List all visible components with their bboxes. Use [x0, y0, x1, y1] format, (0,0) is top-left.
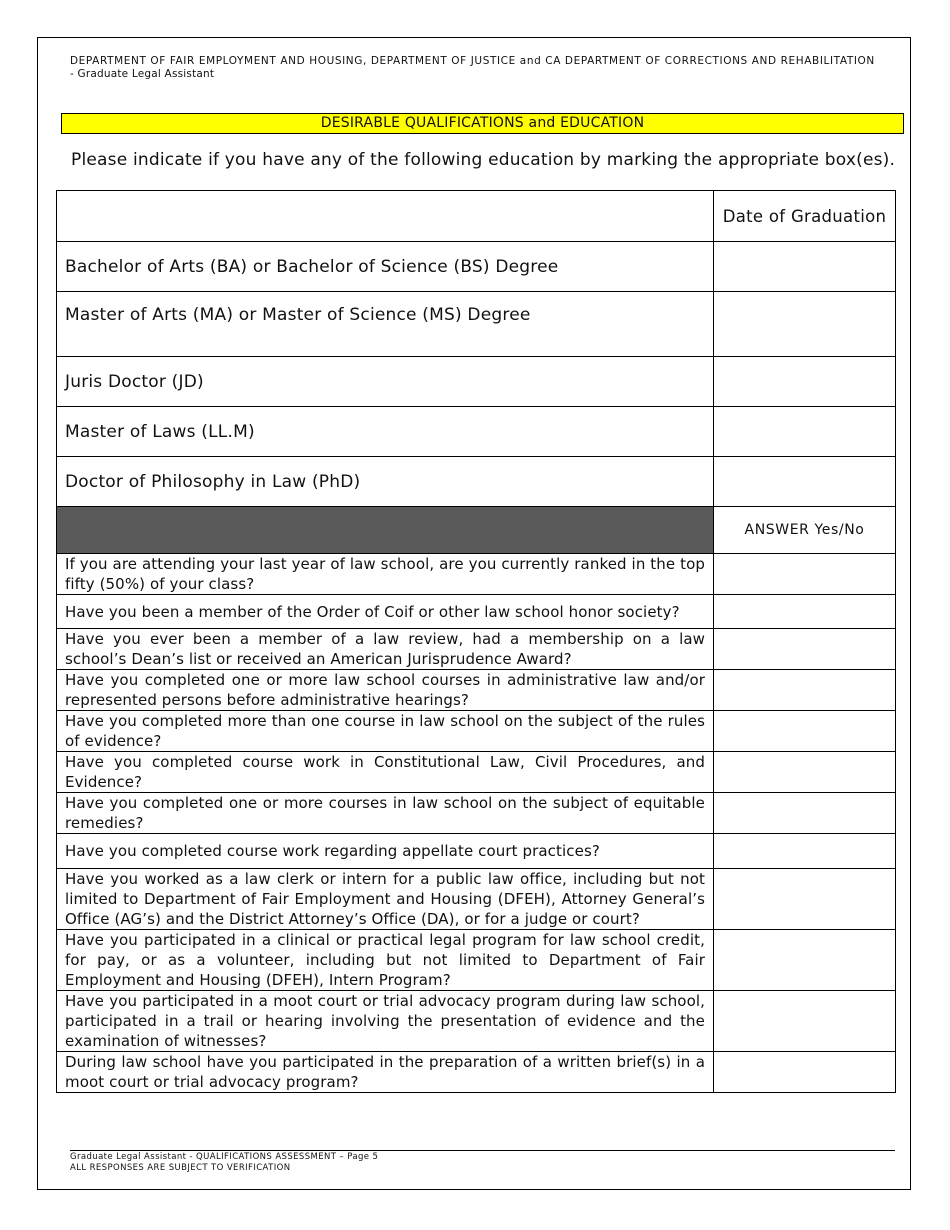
education-label: Juris Doctor (JD): [57, 357, 714, 407]
graduation-date-field[interactable]: [714, 457, 896, 507]
answer-field[interactable]: [714, 595, 896, 629]
question-text: Have you been a member of the Order of Coif or other law school honor society?: [57, 595, 714, 629]
question-row: [57, 793, 896, 834]
answer-field[interactable]: [714, 1052, 896, 1093]
question-text: Have you completed more than one course in law school on the subject of the rules of evidence?: [57, 711, 714, 752]
questions-header-row: [57, 507, 896, 554]
answer-field[interactable]: [714, 869, 896, 930]
education-header-blank: [57, 191, 714, 242]
question-text: Have you ever been a member of a law review, had a membership on a law school’s Dean’s list or received an American Jurisprudence Award?: [57, 629, 714, 670]
questions-header-shaded: [57, 507, 714, 554]
answer-field[interactable]: [714, 834, 896, 869]
education-row-llm: [57, 407, 896, 457]
education-header-row: [57, 191, 896, 242]
answer-yes-no-header: ANSWER Yes/No: [714, 507, 896, 554]
instructions-text: Please indicate if you have any of the following education by marking the appropriate box(es).: [71, 150, 896, 170]
question-row: [57, 752, 896, 793]
question-row: [57, 595, 896, 629]
question-text: Have you completed course work regarding appellate court practices?: [57, 834, 714, 869]
page-footer: [70, 1152, 378, 1174]
question-text: Have you participated in a moot court or trial advocacy program during law school, participated in a trail or hearing involving the presentation of evidence and the examination of witnesses?: [57, 991, 714, 1052]
qualifications-table: [56, 190, 896, 1093]
answer-field[interactable]: [714, 554, 896, 595]
header-departments: DEPARTMENT OF FAIR EMPLOYMENT AND HOUSING, DEPARTMENT OF JUSTICE and CA DEPARTMENT OF CORRECTIONS AND REHABILITATION: [70, 55, 875, 67]
question-text: During law school have you participated in the preparation of a written brief(s) in a moot court or trial advocacy program?: [57, 1052, 714, 1093]
question-row: [57, 554, 896, 595]
question-row: [57, 834, 896, 869]
footer-page-label: Graduate Legal Assistant - QUALIFICATIONS ASSESSMENT – Page 5: [70, 1152, 379, 1162]
answer-field[interactable]: [714, 793, 896, 834]
question-row: [57, 930, 896, 991]
answer-field[interactable]: [714, 930, 896, 991]
answer-field[interactable]: [714, 629, 896, 670]
question-text: If you are attending your last year of law school, are you currently ranked in the top fifty (50%) of your class?: [57, 554, 714, 595]
question-row: [57, 869, 896, 930]
answer-field[interactable]: [714, 670, 896, 711]
graduation-date-field[interactable]: [714, 407, 896, 457]
question-row: [57, 629, 896, 670]
education-row-phd: [57, 457, 896, 507]
answer-field[interactable]: [714, 711, 896, 752]
date-of-graduation-header: Date of Graduation: [714, 191, 896, 242]
page-header: [70, 55, 900, 81]
answer-field[interactable]: [714, 752, 896, 793]
graduation-date-field[interactable]: [714, 242, 896, 292]
footer-verification-note: ALL RESPONSES ARE SUBJECT TO VERIFICATION: [70, 1163, 291, 1173]
footer-divider: [70, 1150, 895, 1151]
education-row-ba-bs: [57, 242, 896, 292]
question-text: Have you completed course work in Constitutional Law, Civil Procedures, and Evidence?: [57, 752, 714, 793]
education-label: Master of Arts (MA) or Master of Science (MS) Degree: [57, 292, 714, 357]
answer-field[interactable]: [714, 991, 896, 1052]
question-row: [57, 1052, 896, 1093]
question-row: [57, 670, 896, 711]
question-text: Have you completed one or more courses in law school on the subject of equitable remedies?: [57, 793, 714, 834]
education-label: Bachelor of Arts (BA) or Bachelor of Science (BS) Degree: [57, 242, 714, 292]
question-text: Have you participated in a clinical or practical legal program for law school credit, for pay, or as a volunteer, including but not limited to Department of Fair Employment and Housing (DFEH), Intern Program?: [57, 930, 714, 991]
section-title-banner: DESIRABLE QUALIFICATIONS and EDUCATION: [61, 113, 904, 134]
education-label: Master of Laws (LL.M): [57, 407, 714, 457]
question-text: Have you worked as a law clerk or intern for a public law office, including but not limited to Department of Fair Employment and Housing (DFEH), Attorney General’s Office (AG’s) and the District Attorney’s Office (DA), or for a judge or court?: [57, 869, 714, 930]
education-label: Doctor of Philosophy in Law (PhD): [57, 457, 714, 507]
question-text: Have you completed one or more law school courses in administrative law and/or represented persons before administrative hearings?: [57, 670, 714, 711]
question-row: [57, 711, 896, 752]
graduation-date-field[interactable]: [714, 357, 896, 407]
question-row: [57, 991, 896, 1052]
education-row-jd: [57, 357, 896, 407]
graduation-date-field[interactable]: [714, 292, 896, 357]
education-row-ma-ms: [57, 292, 896, 357]
header-position: - Graduate Legal Assistant: [70, 68, 215, 80]
